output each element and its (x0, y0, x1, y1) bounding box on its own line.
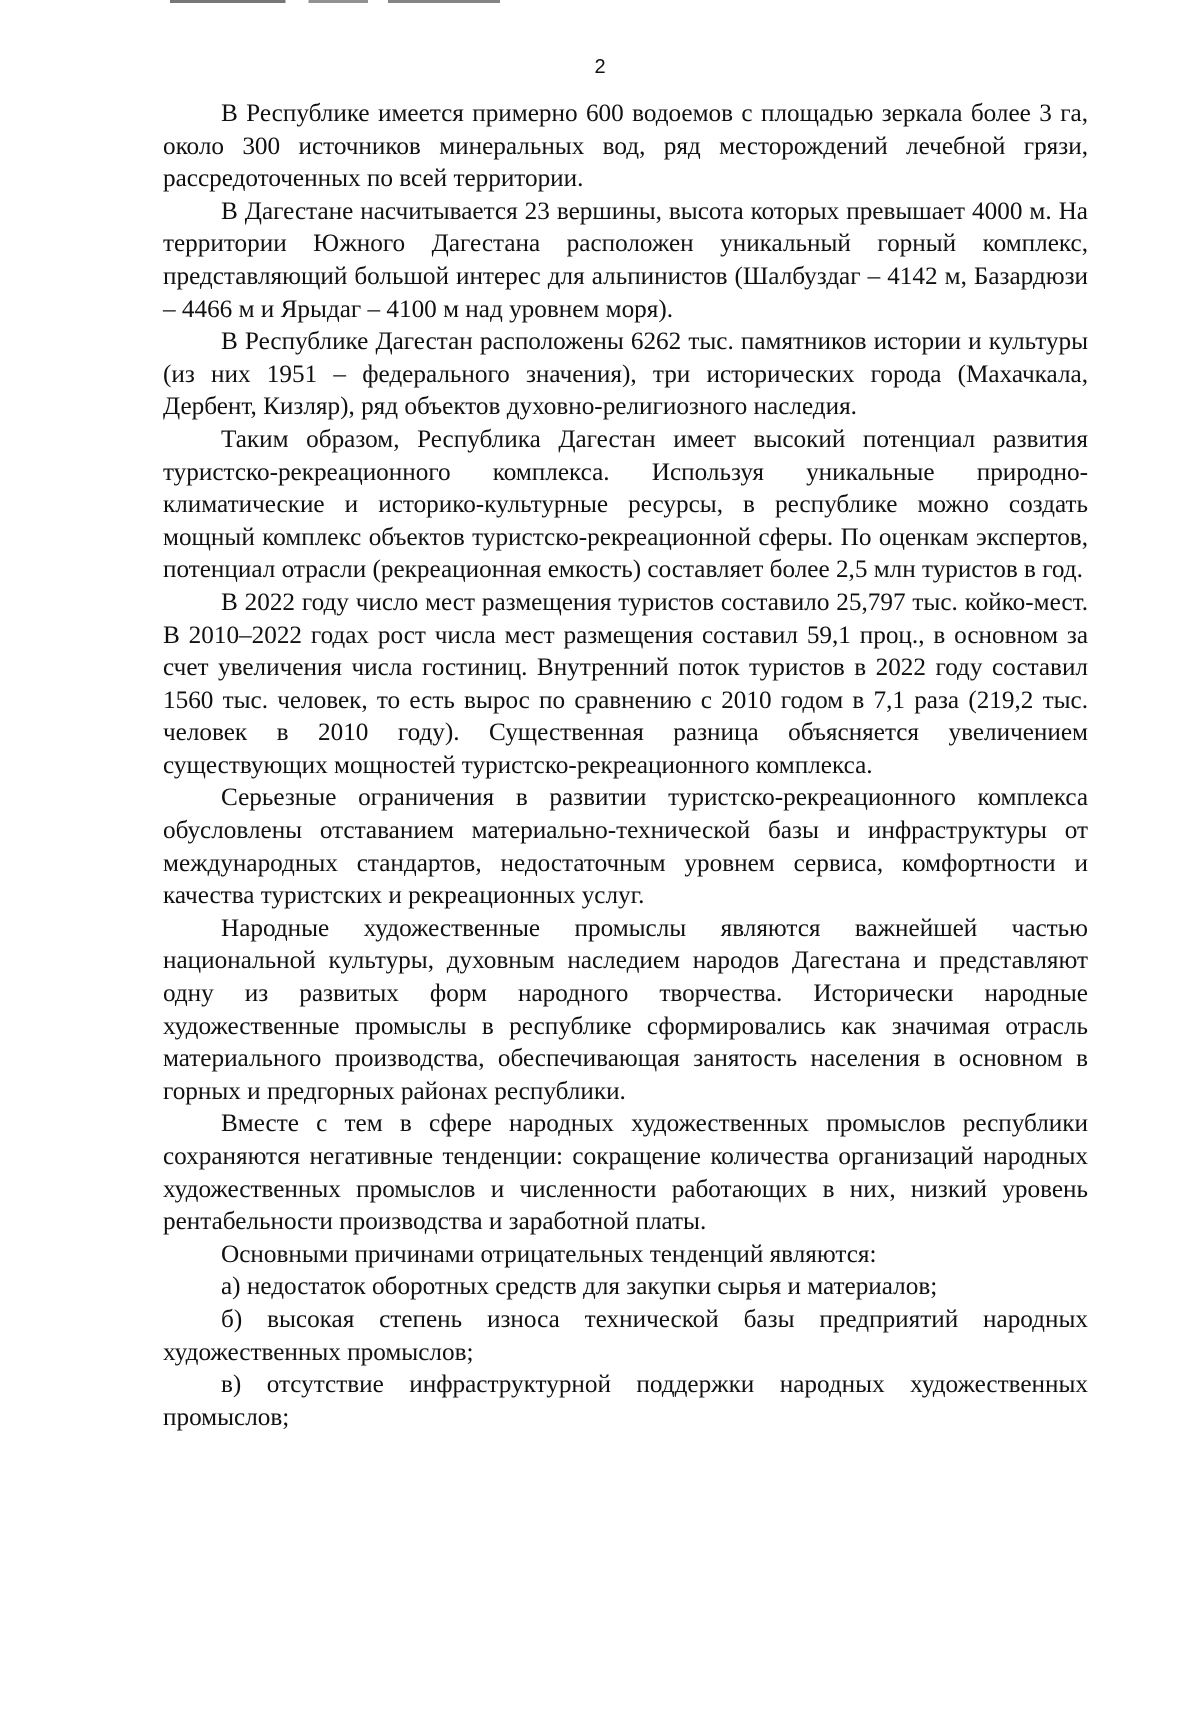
paragraph-limitations: Серьезные ограничения в развитии туристско-рекреационного комплекса обусловлены отставанием материально-технической базы и инфраструктуры от международных стандартов, недостаточным уровнем сервиса, комфортности и качества туристских и рекреационных услуг. (163, 784, 1088, 910)
paragraph-potential: Таким образом, Республика Дагестан имеет высокий потенциал развития туристско-рекреационного комплекса. Используя уникальные природно-климатические и историко-культурные ресурсы, в республике можно создать мощный комплекс объектов туристско-рекреационной сферы. По оценкам экспертов, потенциал отрасли (рекреационная емкость) составляет более 2,5 млн туристов в год. (163, 425, 1088, 584)
paragraph-accommodation: В 2022 году число мест размещения туристов составило 25,797 тыс. койко-мест. В 2010–2022 годах рост числа мест размещения составил 59,1 проц., в основном за счет увеличения числа гостиниц. Внутренний поток туристов в 2022 году составил 1560 тыс. человек, то есть вырос по сравнению с 2010 годом в 7,1 раза (219,2 тыс. человек в 2010 году). Существенная разница объясняется увеличением существующих мощностей туристско-рекреационного комплекса. (163, 588, 1088, 779)
list-item-b: б) высокая степень износа технической базы предприятий народных художественных промыслов; (163, 1305, 1088, 1366)
paragraph-reservoirs: В Республике имеется примерно 600 водоемов с площадью зеркала более 3 га, около 300 источников минеральных вод, ряд месторождений лечебной грязи, рассредоточенных по всей территории. (163, 100, 1088, 193)
document-body (163, 98, 1088, 1434)
paragraph-reasons-intro: Основными причинами отрицательных тенденций являются: (221, 1240, 877, 1268)
paragraph-folk-crafts: Народные художественные промыслы являются важнейшей частью национальной культуры, духовным наследием народов Дагестана и представляют одну из развитых форм народного творчества. Исторически народные художественные промыслы в республике сформировались как значимая отрасль материального производства, обеспечивающая занятость населения в основном в горных и предгорных районах республики. (163, 914, 1088, 1105)
list-item-a: а) недостаток оборотных средств для закупки сырья и материалов; (221, 1273, 938, 1301)
scan-edge-artifact (170, 0, 500, 3)
paragraph-peaks: В Дагестане насчитывается 23 вершины, высота которых превышает 4000 м. На территории Южного Дагестана расположен уникальный горный комплекс, представляющий большой интерес для альпинистов (Шалбуздаг – 4142 м, Базардюзи – 4466 м и Ярыдаг – 4100 м над уровнем моря). (163, 197, 1088, 323)
list-item-v: в) отсутствие инфраструктурной поддержки народных художественных промыслов; (163, 1371, 1088, 1431)
page-number: 2 (594, 56, 606, 78)
paragraph-negative-trends: Вместе с тем в сфере народных художественных промыслов республики сохраняются негативные тенденции: сокращение количества организаций народных художественных промыслов и численности работающих в них, низкий уровень рентабельности производства и заработной платы. (163, 1110, 1088, 1236)
paragraph-monuments: В Республике Дагестан расположены 6262 тыс. памятников истории и культуры (из них 1951 – федерального значения), три исторических города (Махачкала, Дербент, Кизляр), ряд объектов духовно-религиозного наследия. (163, 328, 1088, 421)
